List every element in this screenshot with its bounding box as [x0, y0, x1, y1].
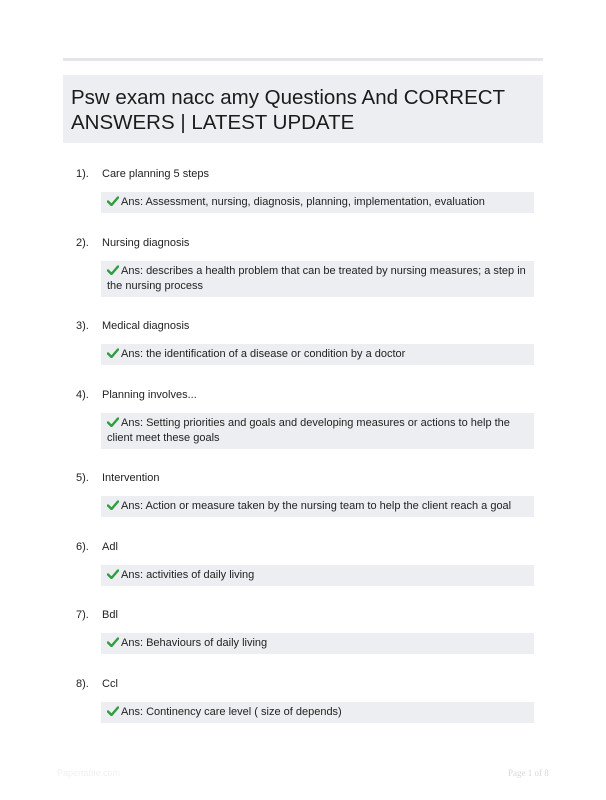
answer-box [101, 344, 534, 365]
question-text: Care planning 5 steps [102, 168, 210, 180]
page-number: Page 1 of 8 [508, 768, 549, 778]
answer-box [101, 702, 534, 723]
answer-text: Ans: Assessment, nursing, diagnosis, planning, implementation, evaluation [121, 196, 485, 208]
question-number: 8). [76, 678, 89, 690]
answer-box [101, 565, 534, 586]
question-text: Planning involves... [102, 389, 197, 401]
question-text: Bdl [102, 609, 118, 621]
answer-box [101, 496, 534, 517]
title-banner [63, 75, 543, 143]
answer-text: Ans: Action or measure taken by the nursing team to help the client reach a goal [121, 500, 512, 512]
question-number: 4). [76, 389, 89, 401]
answer-text: Ans: Continency care level ( size of depends) [121, 706, 342, 718]
question-number: 5). [76, 472, 89, 484]
answer-box [101, 192, 534, 213]
answer-text: Ans: activities of daily living [121, 569, 255, 581]
page-title: Psw exam nacc amy Questions And CORRECT ANSWERS | LATEST UPDATE [71, 86, 505, 134]
footer-watermark: Papertable.com [57, 768, 121, 778]
question-text: Nursing diagnosis [102, 237, 190, 249]
question-text: Intervention [102, 472, 160, 484]
answer-box [101, 261, 534, 297]
answer-box [101, 633, 534, 654]
question-text: Medical diagnosis [102, 320, 190, 332]
question-number: 1). [76, 168, 89, 180]
question-number: 7). [76, 609, 89, 621]
question-number: 3). [76, 320, 89, 332]
check-icon [107, 706, 119, 716]
check-icon [107, 417, 119, 427]
check-icon [107, 569, 119, 579]
answer-text: Ans: Behaviours of daily living [121, 637, 268, 649]
check-icon [107, 637, 119, 647]
answer-text: Ans: the identification of a disease or condition by a doctor [121, 348, 406, 360]
answer-text: Ans: describes a health problem that can be treated by nursing measures; a step in the nursing process [107, 265, 526, 292]
question-number: 6). [76, 541, 89, 553]
question-number: 2). [76, 237, 89, 249]
answer-text: Ans: Setting priorities and goals and developing measures or actions to help the client meet these goals [107, 417, 510, 444]
answer-box [101, 413, 534, 449]
question-text: Ccl [102, 678, 118, 690]
top-divider [63, 58, 543, 61]
check-icon [107, 348, 119, 358]
question-text: Adl [102, 541, 118, 553]
check-icon [107, 196, 119, 206]
check-icon [107, 500, 119, 510]
check-icon [107, 265, 119, 275]
